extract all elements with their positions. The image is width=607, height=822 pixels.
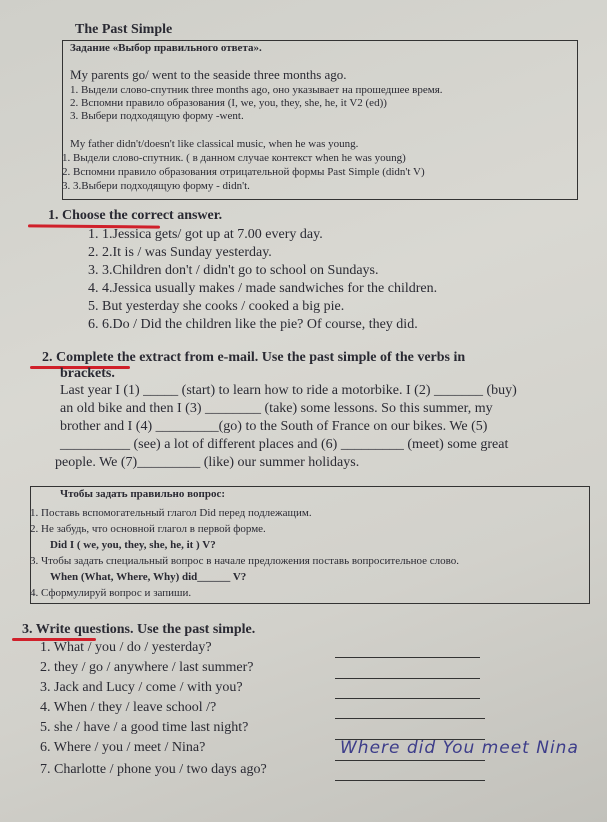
box1-heading: Задание «Выбор правильного ответа». (70, 42, 262, 54)
section1-item-2: 2. 2.It is / was Sunday yesterday. (88, 245, 272, 260)
section3-item-1: 1. What / you / do / yesterday? (40, 640, 212, 655)
box2-heading: Чтобы задать правильно вопрос: (60, 488, 226, 500)
section3-item-2: 2. they / go / anywhere / last summer? (40, 660, 254, 675)
answer-line-7[interactable] (335, 780, 485, 781)
answer-line-1[interactable] (335, 657, 480, 658)
section1-item-1: 1. 1.Jessica gets/ got up at 7.00 every day. (88, 227, 323, 242)
section2-heading-cont: brackets. (60, 366, 115, 381)
box2-line-2: 2. Не забудь, что основной глагол в первой форме. (30, 523, 266, 535)
answer-line-6[interactable] (335, 760, 485, 761)
box1-example-1: My parents go/ went to the seaside three months ago. (70, 67, 347, 82)
handwritten-answer: Where did You meet Nina (340, 738, 579, 758)
section2-line-4: __________ (see) a lot of different places and (6) _________ (meet) some great (60, 437, 509, 452)
box1-ex1-step-2: 2. Вспомни правило образования (I, we, you, they, she, he, it V2 (ed)) (70, 97, 387, 109)
box2-line-1: 1. Поставь вспомогательный глагол Did перед подлежащим. (30, 507, 312, 519)
box1-ex2-step-2: 2. Вспомни правило образования отрицательной формы Past Simple (didn't V) (62, 166, 425, 178)
section2-line-2: an old bike and then I (3) ________ (take) some lessons. So this summer, my (60, 401, 493, 416)
section2-heading: 2. Complete the extract from e-mail. Use the past simple of the verbs in (42, 350, 466, 365)
box1-example-2: My father didn't/doesn't like classical music, when he was young. (70, 138, 359, 150)
section1-item-5: 5. But yesterday she cooks / cooked a big pie. (88, 299, 345, 314)
section3-item-4: 4. When / they / leave school /? (40, 700, 217, 715)
page-title: The Past Simple (75, 22, 173, 37)
section1-item-3: 3. 3.Children don't / didn't go to school on Sundays. (88, 263, 379, 278)
section3-item-5: 5. she / have / a good time last night? (40, 720, 249, 735)
box2-line-4: 3. Чтобы задать специальный вопрос в начале предложения поставь вопросительное слово. (30, 555, 460, 567)
box1-ex1-step-1: 1. Выдели слово-спутник three months ago, оно указывает на прошедшее время. (70, 84, 443, 96)
section3-item-7: 7. Charlotte / phone you / two days ago? (40, 762, 267, 777)
section1-item-4: 4. 4.Jessica usually makes / made sandwiches for the children. (88, 281, 438, 296)
section2-line-3: brother and I (4) _________(go) to the South of France on our bikes. We (5) (60, 419, 488, 434)
answer-line-2[interactable] (335, 678, 480, 679)
answer-line-4[interactable] (335, 718, 485, 719)
answer-line-3[interactable] (335, 698, 480, 699)
section3-heading: 3. Write questions. Use the past simple. (22, 622, 256, 637)
box1-ex2-step-1: 1. Выдели слово-спутник. ( в данном случае контекст when he was young) (62, 152, 406, 164)
section2-line-5: people. We (7)_________ (like) our summer holidays. (55, 455, 360, 470)
box1-ex2-step-3: 3. 3.Выбери подходящую форму - didn't. (62, 180, 250, 192)
section3-item-6: 6. Where / you / meet / Nina? (40, 740, 206, 755)
box1-ex1-step-3: 3. Выбери подходящую форму -went. (70, 110, 244, 122)
section3-item-3: 3. Jack and Lucy / come / with you? (40, 680, 243, 695)
section1-heading: 1. Choose the correct answer. (48, 208, 223, 223)
section2-line-1: Last year I (1) _____ (start) to learn how to ride a motorbike. I (2) _______ (buy) (60, 383, 517, 398)
box2-line-3: Did I ( we, you, they, she, he, it ) V? (50, 539, 216, 551)
section1-item-6: 6. 6.Do / Did the children like the pie? Of course, they did. (88, 317, 418, 332)
box2-line-5: When (What, Where, Why) did______ V? (50, 571, 247, 583)
box2-line-6: 4. Сформулируй вопрос и запиши. (30, 587, 192, 599)
